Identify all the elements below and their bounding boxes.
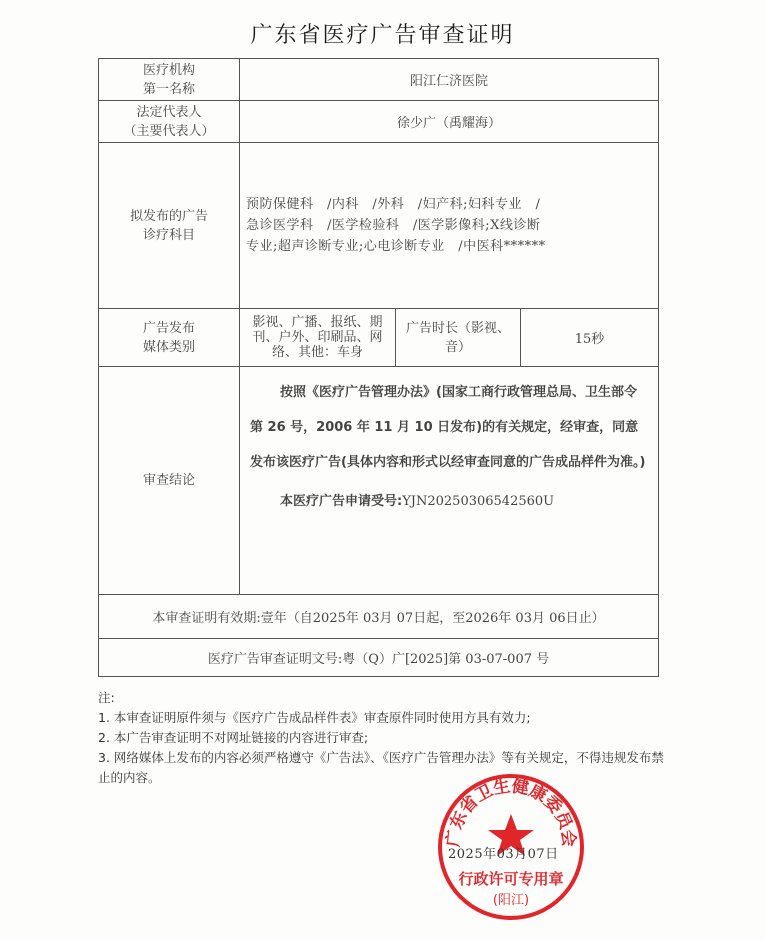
seal-date: 2025年03月07日	[448, 847, 559, 862]
row-media	[99, 309, 659, 367]
row-institution	[99, 59, 659, 101]
row-conclusion	[99, 367, 659, 595]
institution-label: 医疗机构 第一名称	[99, 59, 240, 101]
row-subjects	[99, 143, 659, 309]
certificate-table	[98, 58, 659, 677]
subjects-line: 预防保健科 /内科 /外科 /妇产科;妇科专业 /	[246, 197, 541, 212]
legal-rep-label: 法定代表人 （主要代表人）	[99, 101, 240, 143]
notes-heading: 注:	[98, 690, 115, 705]
seal-ring-text: 广东省卫生健康委员会	[443, 776, 579, 848]
media-label: 广告发布 媒体类别	[99, 309, 240, 367]
application-number: YJN20250306542560U	[402, 494, 555, 509]
note-item: 1. 本审查证明原件须与《医疗广告成品样件表》审查原件同时使用方具有效力;	[98, 710, 531, 725]
document-title: 广东省医疗广告审查证明	[250, 23, 515, 48]
row-legal-rep	[99, 101, 659, 143]
validity-text: 本审查证明有效期:壹年（自2025年 03月 07日起，至2026年 03月 06日止）	[99, 595, 659, 639]
doc-number-text: 医疗广告审查证明文号:粤（Q）广[2025]第 03-07-007 号	[99, 639, 659, 677]
conclusion-label: 审查结论	[99, 367, 240, 595]
note-item: 3. 网络媒体上发布的内容必须严格遵守《广告法》、《医疗广告管理办法》等有关规定，不得违规发布禁止的内容。	[98, 750, 664, 785]
media-types-value: 影视、广播、报纸、期刊、户外、印刷品、网络、其他：车身	[240, 309, 396, 367]
institution-value: 阳江仁济医院	[240, 59, 659, 101]
duration-value: 15秒	[521, 309, 659, 367]
note-item: 2. 本广告审查证明不对网址链接的内容进行审查;	[98, 730, 369, 745]
duration-label: 广告时长（影视、音）	[396, 309, 521, 367]
subjects-value	[240, 143, 659, 309]
seal-center-text: 行政许可专用章	[458, 870, 564, 888]
application-label: 本医疗广告申请受号:	[280, 494, 403, 509]
row-validity	[99, 595, 659, 639]
subjects-line: 急诊医学科 /医学检验科 /医学影像科;X线诊断	[246, 218, 541, 233]
seal-bottom-text: (阳江)	[492, 893, 530, 908]
legal-rep-value: 徐少广（禹耀海）	[240, 101, 659, 143]
row-doc-number	[99, 639, 659, 677]
application-line	[250, 484, 648, 519]
subjects-label: 拟发布的广告 诊疗科目	[99, 143, 240, 309]
subjects-line: 专业;超声诊断专业;心电诊断专业 /中医科******	[246, 239, 546, 254]
conclusion-text: 按照《医疗广告管理办法》(国家工商行政管理总局、卫生部令第 26 号，2006 年 11 月 10 日发布)的有关规定，经审查，同意发布该医疗广告(具体内容和形式以经审查同意的广告成品样件为准。)	[250, 385, 646, 470]
conclusion-value	[240, 367, 659, 595]
